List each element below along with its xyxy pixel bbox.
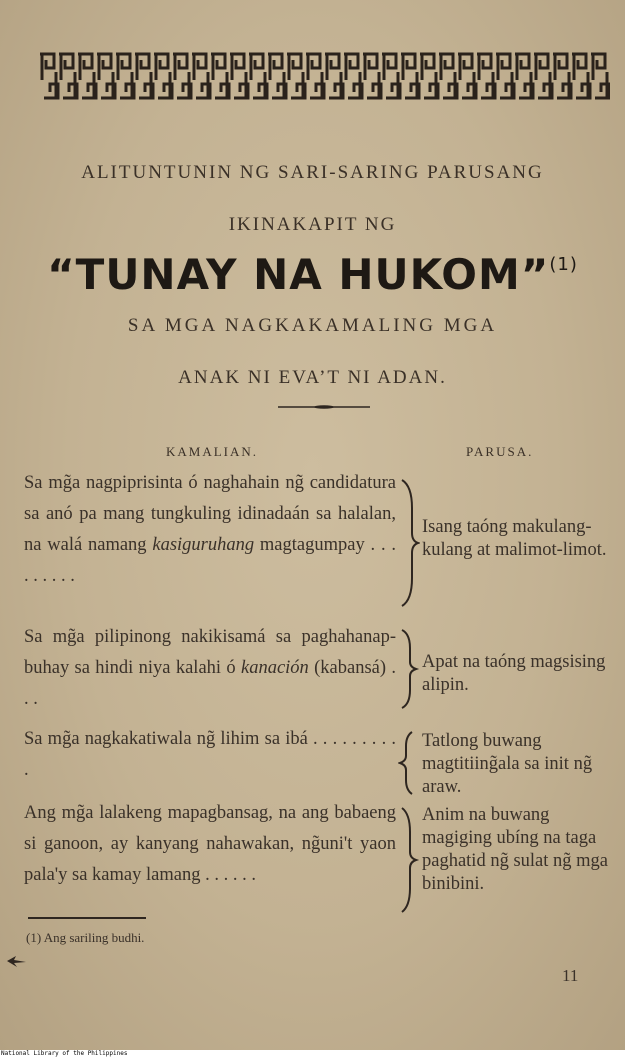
library-credit: National Library of the Philippines — [0, 1050, 625, 1058]
title-line-1: ALITUNTUNIN NG SARI-SARING PARUSANG — [81, 162, 544, 183]
page-number: 11 — [562, 966, 579, 985]
curly-brace — [398, 730, 420, 796]
fault-italic-term: kanación — [240, 658, 309, 678]
fault-text-end: magtagumpay . . . . . . . . . — [24, 535, 396, 586]
curly-brace — [398, 628, 420, 710]
greek-key-border-ornament — [40, 50, 610, 102]
main-title — [0, 250, 625, 299]
title-line-2: IKINAKAPIT NG — [228, 214, 397, 235]
fault-text-end: (kabansá) . . . — [24, 658, 396, 709]
fault-text: Ang mg̃a lalakeng mapagbansag, na ang babaeng si ganoon, ay kanyang nahawakan, ng̃uni't yaon pala'y sa kamay lamang . . . . . . — [24, 803, 396, 885]
column-header-kamalian: KAMALIAN. — [166, 444, 259, 459]
decorative-divider — [278, 405, 370, 409]
curly-brace — [398, 478, 420, 608]
fault-text: Sa mg̃a nagkakatiwala ng̃ lihim sa ibá . . . . . . . . . . — [24, 729, 396, 780]
penalty-entry-1: Isang taóng makulang-kulang at malimot-limot. — [422, 517, 607, 560]
penalty-entry-2: Apat na taóng magsising alipin. — [422, 652, 606, 695]
fault-text: Sa mg̃a nagpiprisinta ó naghahain ng̃ candidatura sa anó pa mang tungkuling idinadaán sa halalan, na walá namang — [24, 473, 396, 555]
title-line-5: ANAK NI EVA’T NI ADAN. — [178, 367, 447, 388]
penalty-entry-4: Anim na buwang magiging ubíng na taga paghatid ng̃ sulat ng̃ mga binibini. — [422, 805, 608, 894]
greek-key-pattern — [40, 54, 609, 98]
fault-italic-term: kasiguruhang — [152, 535, 255, 555]
fault-text: Sa mg̃a pilipinong nakikisamá sa paghahanap-buhay sa hindi niya kalahi ó — [24, 627, 396, 678]
fault-entry-3 — [24, 724, 396, 786]
curly-brace — [398, 806, 420, 914]
main-title-text: “TUNAY NA HUKOM” — [47, 250, 550, 299]
fault-entry-1 — [24, 468, 396, 592]
pointing-hand-mark — [6, 952, 28, 970]
fault-entry-2 — [24, 622, 396, 715]
footnote-reference: (1) — [549, 254, 578, 275]
title-line-4: SA MGA NAGKAKAMALING MGA — [127, 315, 498, 336]
column-header-parusa: PARUSA. — [466, 444, 534, 459]
footnote-rule — [28, 917, 146, 919]
footnote: (1) Ang sariling budhi. — [26, 930, 145, 945]
penalty-entry-3: Tatlong buwang magtitiing̃ala sa init ng̃ araw. — [422, 731, 593, 797]
fault-entry-4 — [24, 798, 396, 891]
